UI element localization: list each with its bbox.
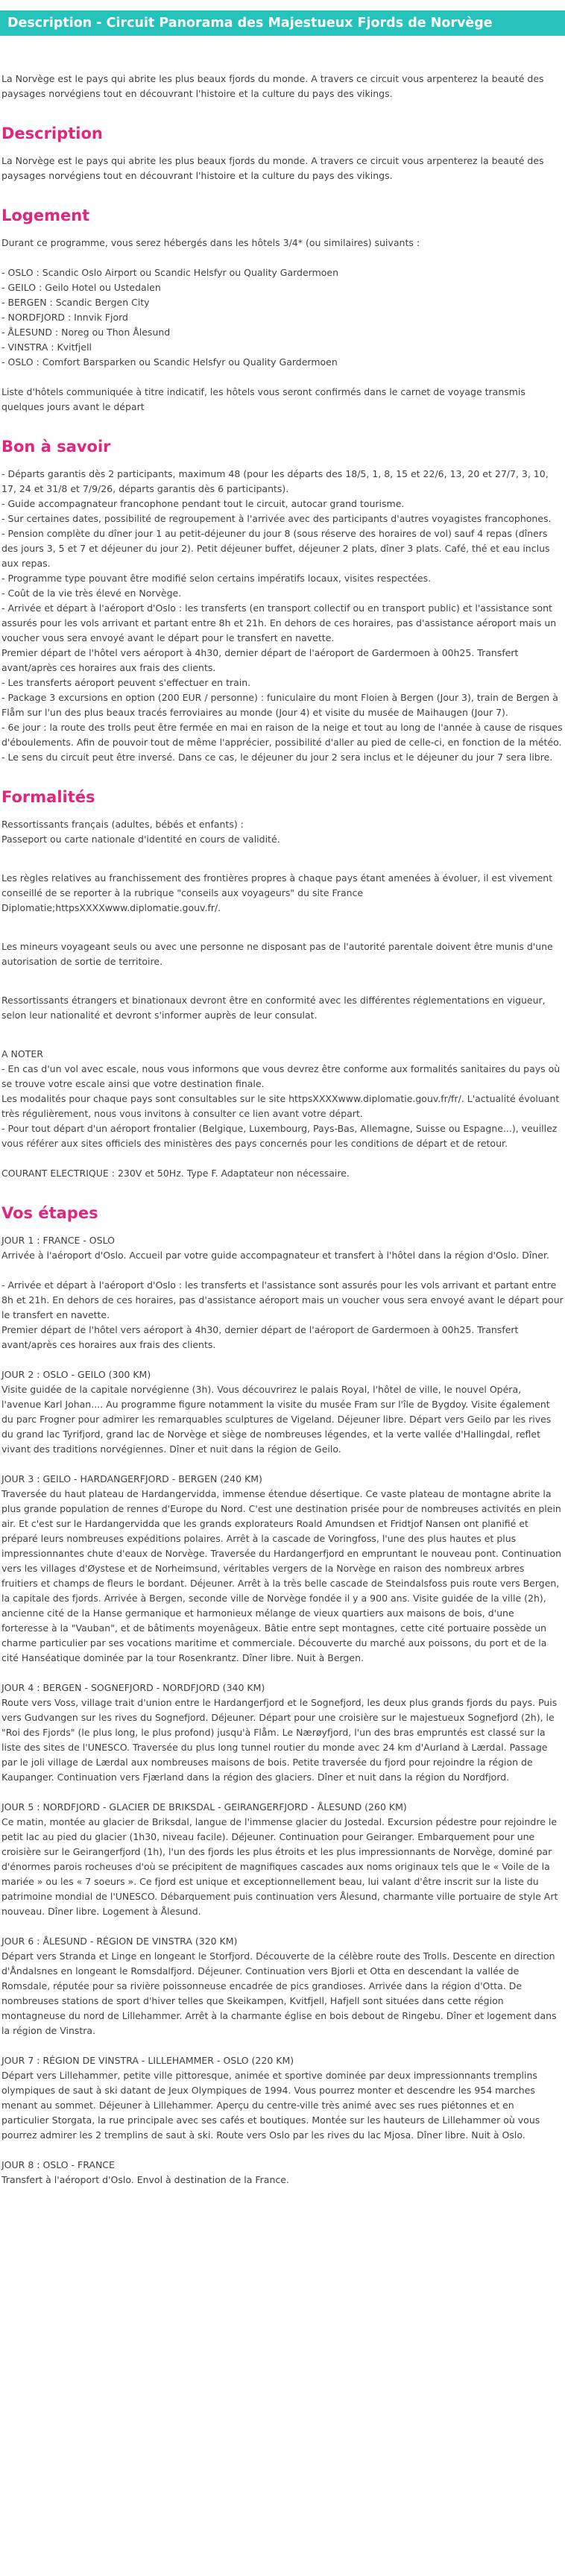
formalites-paragraph [1,993,564,1023]
day-title: JOUR 3 : GEILO - HARDANGERFJORD - BERGEN (240 KM) [1,1473,262,1484]
page-title: Description - Circuit Panorama des Majestueux Fjords de Norvège [0,10,565,36]
bon-a-savoir-list [1,467,564,765]
content [0,72,565,2188]
day-text: Ce matin, montée au glacier de Briksdal, langue de l'immense glacier du Jostedal. Excursion pédestre pour rejoindre le petit lac au pied du glacier (1h30, niveau facile). Déjeuner. Continuation pour Geiranger. Embarquement pour une croisière sur le Geirangerfjord (1h), l'un des fjords les plus étroits et les plus impressionnants de Norvège, dominé par d'énormes parois rocheuses d'où se précipitent de magnifiques cascades aux noms originaux tels que le « Voile de la mariée » ou les « 7 soeurs ». Ce fjord est unique et exceptionnellement beau, lui valant d'être inscrit sur la liste du patrimoine mondial de l'UNESCO. Débarquement puis continuation vers Ålesund, charmante ville portuaire de style Art nouveau. Dîner libre. Logement à Ålesund. [1,1816,558,1917]
formalites-line: - En cas d'un vol avec escale, nous vous informons que vous devrez être conforme aux formalités sanitaires du pays où se trouve votre escale ainsi que votre destination finale. [1,1063,561,1089]
hotel-item: - NORDFJORD : Innvik Fjord [1,312,128,323]
formalites-line: A NOTER [1,1048,43,1059]
formalites-paragraph [1,871,564,916]
formalites-line: Ressortissants étrangers et binationaux devront être en conformité avec les différentes réglementations en vigueur, selon leur nationalité et devront s'informer auprès de leur consulat. [1,995,546,1021]
day-block [1,1472,564,1666]
day-block [1,2158,564,2188]
day-text: Arrivée à l'aéroport d'Oslo. Accueil par votre guide accompagnateur et transfert à l'hôtel dans la région d'Oslo. Dîner. [1,1250,549,1261]
hotel-item: - OSLO : Comfort Barsparken ou Scandic Helsfyr ou Quality Gardermoen [1,356,338,368]
hotel-item: - GEILO : Geilo Hotel ou Ustedalen [1,282,161,293]
hotel-item: - BERGEN : Scandic Bergen City [1,297,150,308]
day-title: JOUR 8 : OSLO - FRANCE [1,2159,115,2170]
info-line: - Guide accompagnateur francophone pendant tout le circuit, autocar grand tourisme. [1,498,405,509]
day-block [1,1800,564,1919]
logement-note: Liste d'hôtels communiquée à titre indicatif, les hôtels vous seront confirmés dans le carnet de voyage transmis quelques jours avant le départ [1,386,525,412]
hotel-item: - ÅLESUND : Noreg ou Thon Ålesund [1,327,171,338]
day-title: JOUR 2 : OSLO - GEILO (300 KM) [1,1369,151,1380]
hotel-list [1,265,564,370]
day-text: Transfert à l'aéroport d'Oslo. Envol à destination de la France. [1,2174,289,2185]
day-text: Traversée du haut plateau de Hardangervidda, immense étendue désertique. Ce vaste plateau de montagne abrite la plus grande population de rennes d'Europe du Nord. C'est une destination prisée pour de nombreuses activités en plein air. Et c'est sur le Hardangervidda que les grands explorateurs Roald Amundsen et Fridtjof Nansen ont planifié et préparé leurs nombreuses expéditions polaires. Arrêt à la cascade de Voringfoss, l'une des plus hautes et plus impressionnantes chute d'eaux de Norvège. Traversée du Hardangerfjord en empruntant le nouveau pont. Continuation vers les villages d'Øystese et de Norheimsund, véritables vergers de la Norvège en raison des nombreux arbres fruitiers et champs de fleurs le bordant. Déjeuner. Arrêt à la très belle cascade de Steindalsfoss puis route vers Bergen, la capitale des fjords. Arrivée à Bergen, seconde ville de Norvège fondée il y a 900 ans. Visite guidée de la ville (2h), ancienne cité de la Hanse germanique et harmonieux mélange de vieux quartiers aux maisons de bois, d'une forteresse à la "Vauban", et de bâtiments moyenâgeux. Bâtie entre sept montagnes, cette cité portuaire possède un charme particulier par ses vocations maritime et commerciale. Découverte du marché aux poissons, du port et de la cité Hanséatique dominée par la tour Rosenkrantz. Dîner libre. Nuit à Bergen. [1,1488,562,1663]
info-line: - Coût de la vie très élevé en Norvège. [1,588,182,599]
info-line: - Programme type pouvant être modifié selon certains impératifs locaux, visites respectées. [1,573,432,584]
formalites-line: - Pour tout départ d'un aéroport frontalier (Belgique, Luxembourg, Pays-Bas, Allemagne, Suisse ou Espagne...), veuillez vous référer aux sites officiels des ministères des pays concernés pour les conditions de départ et de retour. [1,1123,558,1149]
formalites-line: Passeport ou carte nationale d'identité en cours de validité. [1,834,280,845]
day-block [1,1233,564,1263]
formalites-heading: Formalités [1,788,95,806]
day-title: JOUR 5 : NORDFJORD - GLACIER DE BRIKSDAL - GEIRANGERFJORD - ÅLESUND (260 KM) [1,1801,407,1813]
formalites-line: Les mineurs voyageant seuls ou avec une personne ne disposant pas de l'autorité parentale doivent être munis d'une autorisation de sortie de territoire. [1,941,553,967]
logement-intro: Durant ce programme, vous serez hébergés dans les hôtels 3/4* (ou similaires) suivants : [1,237,420,248]
info-line: - Package 3 excursions en option (200 EUR / personne) : funiculaire du mont Floien à Bergen (Jour 3), train de Bergen à Flåm sur l'un des plus beaux tracés ferroviaires au monde (Jour 4) et visite du musée de Maihaugen (Jour 7). [1,692,558,718]
formalites-paragraph [1,939,564,969]
day-title: JOUR 6 : ÅLESUND - RÉGION DE VINSTRA (320 KM) [1,1936,238,1947]
hotel-item: - VINSTRA : Kvitfjell [1,341,92,353]
day-title: JOUR 1 : FRANCE - OSLO [1,1235,115,1246]
info-line: - 6e jour : la route des trolls peut être fermée en mai en raison de la neige et tout au long de l'année à cause de risques d'éboulements. Afin de pouvoir tout de même l'apprécier, possibilité d'aller au pied de celle-ci, en fonction de la météo. [1,722,563,748]
day-block [1,1681,564,1785]
formalites-paragraph [1,1047,564,1151]
day-text: Premier départ de l'hôtel vers aéroport à 4h30, dernier départ de l'aéroport de Gardermoen à 00h25. Transfert avant/après ces horaires aux frais des clients. [1,1324,519,1350]
day-text: - Arrivée et départ à l'aéroport d'Oslo : les transferts et l'assistance sont assurés pour les vols arrivant et partant entre 8h et 21h. En dehors de ces horaires, pas d'assistance aéroport mais un voucher vous sera envoyé avant le départ pour le transfert en navette. [1,1279,564,1320]
info-line: - Sur certaines dates, possibilité de regroupement à l'arrivée avec des participants d'autres voyagistes francophones. [1,513,552,524]
day-text: Visite guidée de la capitale norvégienne (3h). Vous découvrirez le palais Royal, l'hôtel de ville, le nouvel Opéra, l'avenue Karl Johan.... Au programme figure notamment la visite du musée Fram sur l'île de Bygdoy. Visite également du parc Frogner pour admirer les remarquables sculptures de Vigeland. Déjeuner libre. Départ vers Geilo par les rives du grand lac Tyrifjord, grand lac de Norvège et siège de nombreuses légendes, et la verte vallée d'Hallingdal, reflet vivant des traditions norvégiennes. Dîner et nuit dans la région de Geilo. [1,1384,552,1455]
hotel-item: - OSLO : Scandic Oslo Airport ou Scandic Helsfyr ou Quality Gardermoen [1,267,339,278]
info-line: - Les transferts aéroport peuvent s'effectuer en train. [1,677,251,688]
description-text: La Norvège est le pays qui abrite les plus beaux fjords du monde. A travers ce circuit vous arpenterez la beauté des paysages norvégiens tout en découvrant l'histoire et la culture du pays des vikings. [1,155,544,181]
formalites-line: COURANT ELECTRIQUE : 230V et 50Hz. Type F. Adaptateur non nécessaire. [1,1168,350,1179]
day-text: Départ vers Stranda et Linge en longeant le Storfjord. Découverte de la célèbre route des Trolls. Descente en direction d'Åndalsnes en longeant le Romsdalfjord. Déjeuner. Continuation vers Bjorli et Otta en descendant la vallée de Romsdale, réputée pour sa rivière poissonneuse encadrée de pics grandioses. Arrivée dans la région d'Otta. De nombreuses stations de sport d'hiver telles que Skeikampen, Kvitfjell, Hafjell sont situées dans cette région montagneuse du nord de Lillehammer. Arrêt à la charmante église en bois debout de Ringebu. Dîner et logement dans la région de Vinstra. [1,1950,557,2036]
intro-text: La Norvège est le pays qui abrite les plus beaux fjords du monde. A travers ce circuit vous arpenterez la beauté des paysages norvégiens tout en découvrant l'histoire et la culture du pays des vikings. [1,73,544,99]
info-line: - Départs garantis dès 2 participants, maximum 48 (pour les départs des 18/5, 1, 8, 15 et 22/6, 13, 20 et 27/7, 3, 10, 17, 24 et 31/8 et 7/9/26, départs garantis dès 6 participants). [1,468,549,494]
formalites-paragraph [1,817,564,847]
formalites-line: Ressortissants français (adultes, bébés et enfants) : [1,819,244,830]
info-line: - Le sens du circuit peut être inversé. Dans ce cas, le déjeuner du jour 2 sera inclus et le déjeuner du jour 7 sera libre. [1,752,553,763]
formalites-paragraph [1,1166,564,1181]
formalites-line: Les modalités pour chaque pays sont consultables sur le site httpsXXXXwww.diplomatie.gouv.fr/fr/. L'actualité évoluant très régulièrement, nous vous invitons à consulter ce lien avant votre départ. [1,1093,560,1119]
info-line: Premier départ de l'hôtel vers aéroport à 4h30, dernier départ de l'aéroport de Gardermoen à 00h25. Transfert avant/après ces horaires aux frais des clients. [1,647,519,673]
day-text: Départ vers Lillehammer, petite ville pittoresque, animée et sportive dominée par deux impressionnants tremplins olympiques de saut à ski datant de Jeux Olympiques de 1994. Vous pourrez monter et descendre les 954 marches menant au sommet. Déjeuner à Lillehammer. Aperçu du centre-ville très animé avec ses rues piétonnes et en particulier Storgata, la rue principale avec ses cafés et boutiques. Montée sur les hauteurs de Lillehammer où vous pourrez admirer les 2 tremplins de saut à ski. Route vers Oslo par les rives du lac Mjosa. Dîner libre. Nuit à Oslo. [1,2070,540,2141]
logement-heading: Logement [1,207,90,224]
info-line: - Pension complète du dîner jour 1 au petit-déjeuner du jour 8 (sous réserve des horaires de vol) sauf 4 repas (dîners des jours 3, 5 et 7 et déjeuner du jour 2). Petit déjeuner buffet, déjeuner 2 plats, dîner 3 plats. Café, thé et eau inclus aux repas. [1,528,550,569]
description-heading: Description [1,125,103,142]
bon-a-savoir-heading: Bon à savoir [1,438,111,456]
day-title: JOUR 4 : BERGEN - SOGNEFJORD - NORDFJORD (340 KM) [1,1682,265,1693]
etapes-heading: Vos étapes [1,1204,98,1222]
day-block [1,2053,564,2143]
info-line: - Arrivée et départ à l'aéroport d'Oslo : les transferts (en transport collectif ou en transport public) et l'assistance sont assurés pour les vols arrivant et partant entre 8h et 21h. En dehors de ces horaires, pas d'assistance aéroport mais un voucher vous sera envoyé avant le départ pour le transfert en navette. [1,602,557,643]
day-text: Route vers Voss, village trait d'union entre le Hardangerfjord et le Sognefjord, les deux plus grands fjords du pays. Puis vers Gudvangen sur les rives du Sognefjord. Déjeuner. Départ pour une croisière sur le majestueux Sognefjord (2h), le "Roi des Fjords" (le plus long, le plus profond) jusqu'à Flåm. Le Nærøyfjord, l'un des bras empruntés est classé sur la liste des sites de l'UNESCO. Traversée du plus long tunnel routier du monde avec 24 km d'Aurland à Lærdal. Passage par le joli village de Lærdal aux nombreuses maisons de bois. Petite traversée du fjord pour rejoindre la région de Kaupanger. Continuation vers Fjærland dans la région des glaciers. Dîner et nuit dans la région du Nordfjord. [1,1697,558,1783]
formalites-line: Les règles relatives au franchissement des frontières propres à chaque pays étant amenées à évoluer, il est vivement conseillé de se reporter à la rubrique "conseils aux voyageurs" du site France Diplomatie;httpsXXXXwww.diplomatie.gouv.fr/. [1,872,553,913]
day-block [1,1934,564,2038]
day-title: JOUR 7 : RÉGION DE VINSTRA - LILLEHAMMER - OSLO (220 KM) [1,2055,294,2066]
day-block [1,1367,564,1457]
